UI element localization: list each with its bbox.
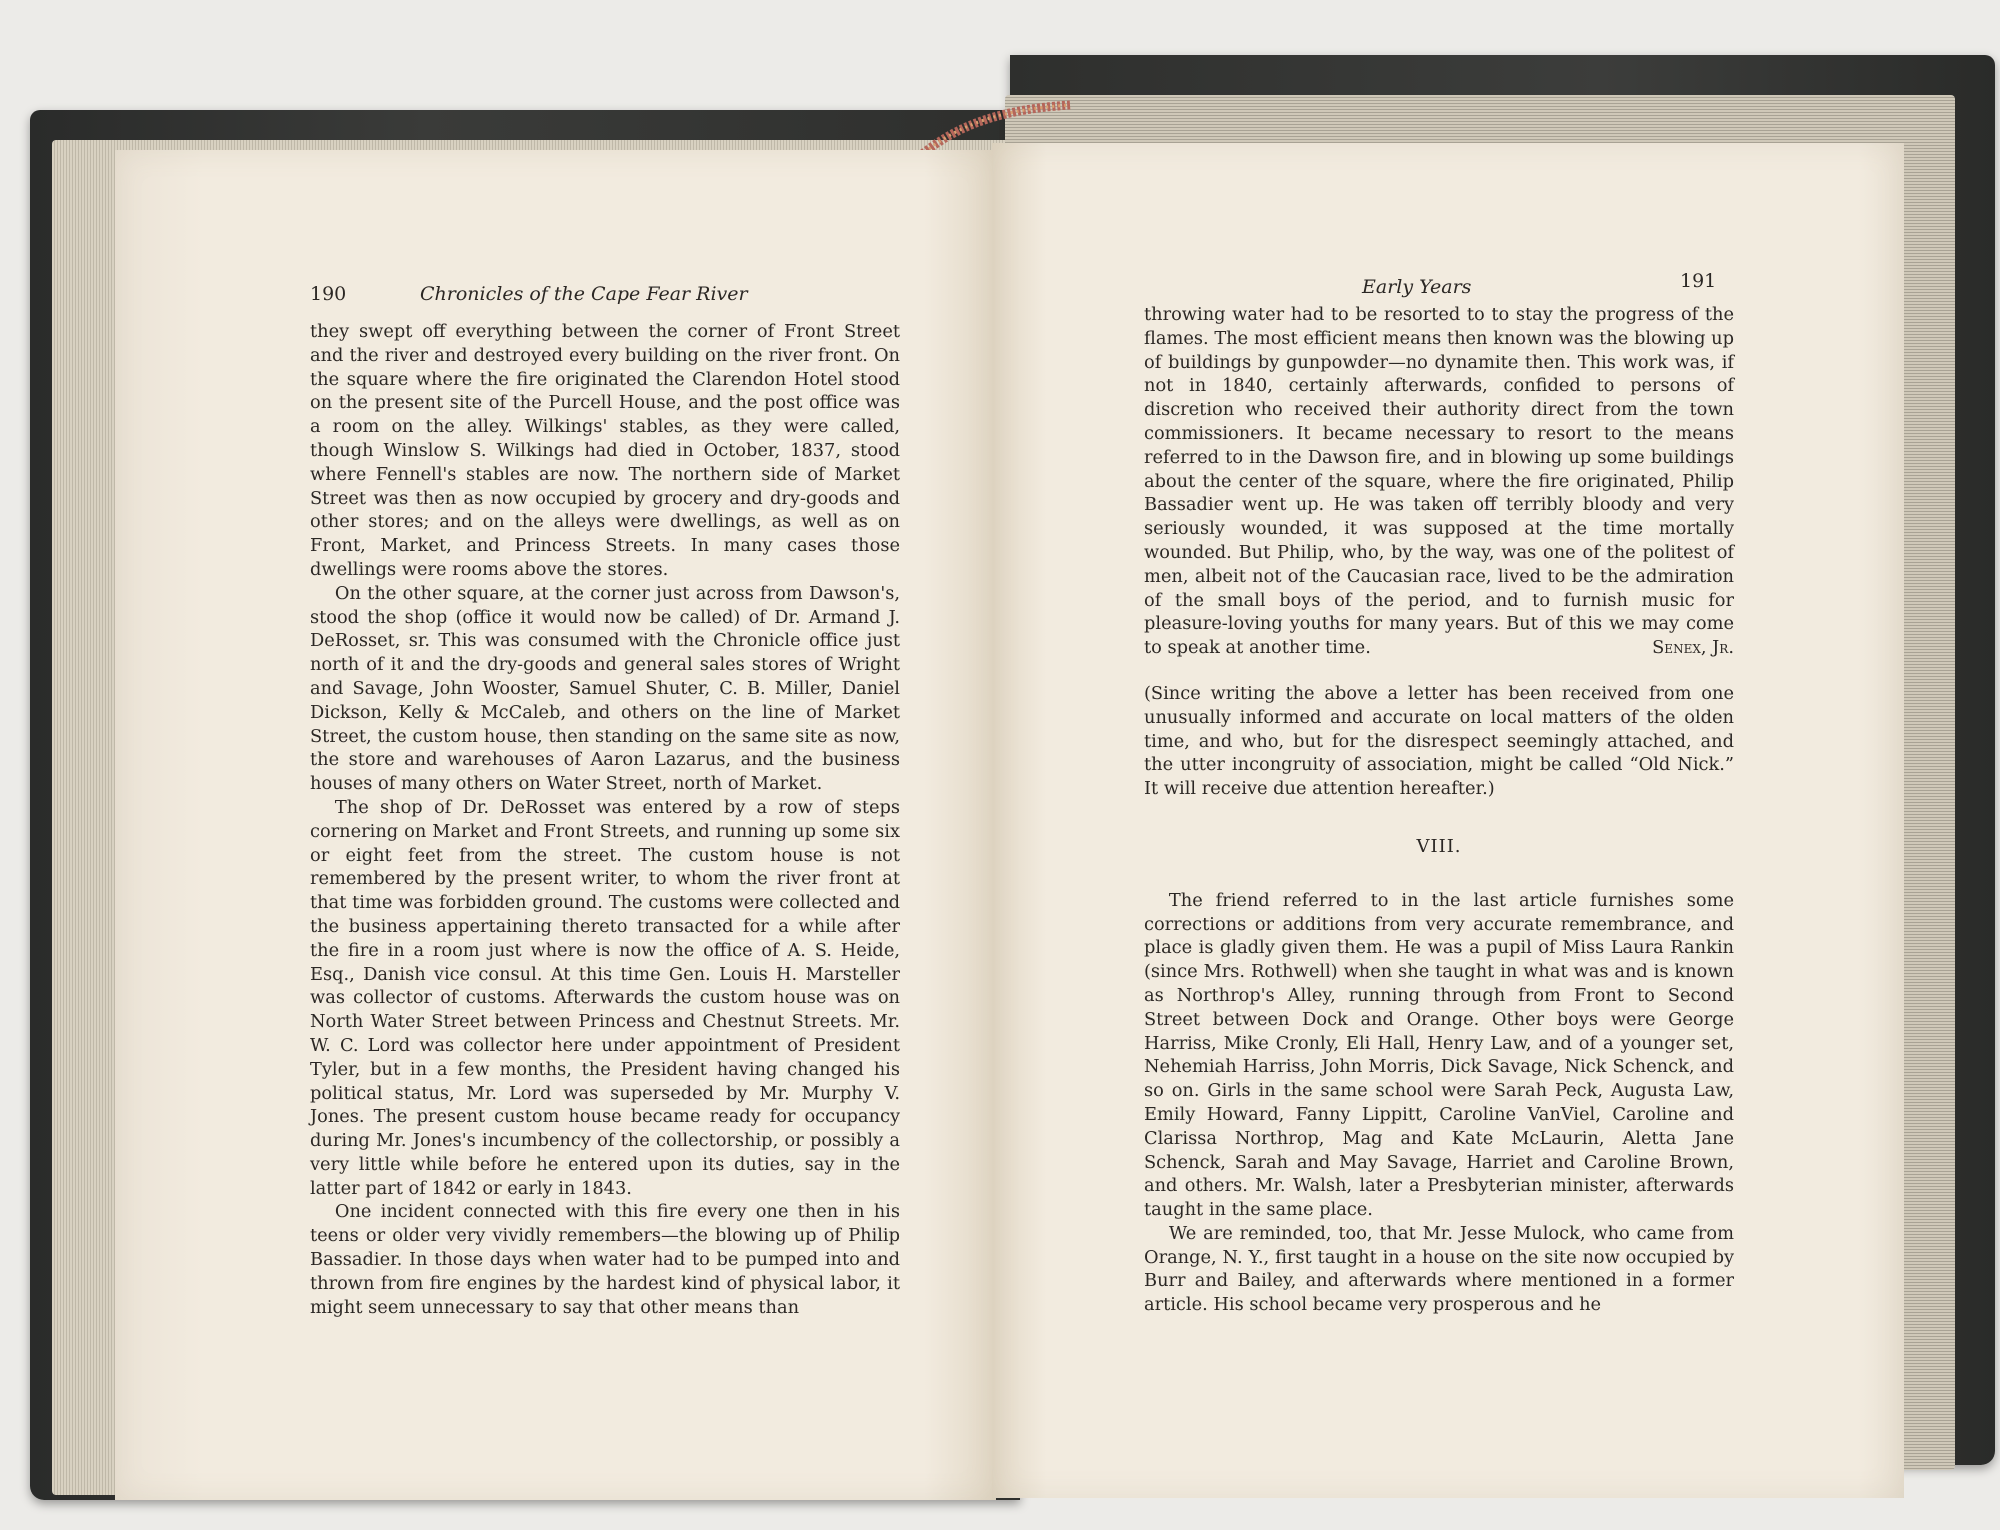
running-head: Early Years [1362,276,1472,298]
signature: Senex, Jr. [1652,637,1734,659]
right-page-body [1144,303,1734,1317]
left-page-body [310,320,900,1319]
right-page [992,143,1904,1498]
paragraph: On the other square, at the corner just across from Dawson's, stood the shop (office it would now be called) of Dr. Armand J. DeRosset, sr. This was consumed with the Chronicle office just north of it and the dry-goods and general sales stores of Wright and Savage, John Wooster, Samuel Shuter, C. B. Miller, Daniel Dickson, Kelly & McCaleb, and others on the line of Market Street, the custom house, then standing on the same site as now, the store and warehouses of Aaron Lazarus, and the business houses of many others on Water Street, north of Market. [310,582,900,795]
page-number: 190 [310,283,347,305]
editorial-note: (Since writing the above a letter has been received from one unusually informed and accurate on local matters of the olden time, and who, but for the disrespect seemingly attached, and the utter incongruity of association, might be called “Old Nick.” It will receive due attention hereafter.) [1144,682,1734,800]
section-heading: VIII. [1416,835,1462,857]
paragraph: throwing water had to be resorted to to stay the progress of the flames. The most efficient means then known was the blowing up of buildings by gunpowder—no dynamite then. This work was, if not in 1840, certainly afterwards, confided to persons of discretion who received their authority direct from the town commissioners. It became necessary to resort to the means referred to in the Dawson fire, and in blowing up some buildings about the center of the square, where the fire originated, Philip Bassadier went up. He was taken off terribly bloody and very seriously wounded, it was supposed at the time mortally wounded. But Philip, who, by the way, was one of the politest of men, albeit not of the Caucasian race, lived to be the admiration of the small boys of the period, and to furnish music for pleasure-loving youths for many years. But of this we may come to speak at another time. [1144,304,1734,659]
page-number: 191 [1680,270,1717,292]
paragraph: One incident connected with this fire every one then in his teens or older very vividly remembers—the blowing up of Philip Bassadier. In those days when water had to be pumped into and thrown from fire engines by the hardest kind of physical labor, it might seem unnecessary to say that other means than [310,1201,900,1318]
paragraph: The friend referred to in the last article furnishes some corrections or additions from very accurate remembrance, and place is gladly given them. He was a pupil of Miss Laura Rankin (since Mrs. Rothwell) when she taught in what was and is known as Northrop's Alley, running through from Front to Second Street between Dock and Orange. Other boys were George Harriss, Mike Cronly, Eli Hall, Henry Law, and of a younger set, Nehemiah Harriss, John Morris, Dick Savage, Nick Schenck, and so on. Girls in the same school were Sarah Peck, Augusta Law, Emily Howard, Fanny Lippitt, Caroline VanViel, Caroline and Clarissa Northrop, Mag and Kate McLaurin, Aletta Jane Schenck, Sarah and May Savage, Harriet and Caroline Brown, and others. Mr. Walsh, later a Presbyterian minister, afterwards taught in the same place. [1144,889,1734,1221]
left-page [115,150,996,1500]
paragraph: they swept off everything between the corner of Front Street and the river and destroyed every building on the river front. On the square where the fire originated the Clarendon Hotel stood on the present site of the Purcell House, and the post office was a room on the alley. Wilkings' stables, as they were called, though Winslow S. Wilkings had died in October, 1837, stood where Fennell's stables are now. The northern side of Market Street was then as now occupied by grocery and dry-goods and other stores; and on the alleys were dwellings, as well as on Front, Market, and Princess Streets. In many cases those dwellings were rooms above the stores. [310,321,900,580]
paragraph: The shop of Dr. DeRosset was entered by a row of steps cornering on Market and Front Streets, and running up some six or eight feet from the street. The custom house is not remembered by the present writer, to whom the river front at that time was forbidden ground. The customs were collected and the business appertaining thereto transacted for a while after the fire in a room just where is now the office of A. S. Heide, Esq., Danish vice consul. At this time Gen. Louis H. Marsteller was collector of customs. Afterwards the custom house was on North Water Street between Princess and Chestnut Streets. Mr. W. C. Lord was collector here under appointment of President Tyler, but in a few months, the President having changed his political status, Mr. Lord was superseded by Mr. Murphy V. Jones. The present custom house became ready for occupancy during Mr. Jones's incumbency of the collectorship, or possibly a very little while before he entered upon its duties, say in the latter part of 1842 or early in 1843. [310,796,900,1199]
running-head: Chronicles of the Cape Fear River [420,283,748,305]
paragraph: We are reminded, too, that Mr. Jesse Mulock, who came from Orange, N. Y., first taught in a house on the site now occupied by Burr and Bailey, and afterwards where mentioned in a former article. His school became very prosperous and he [1144,1222,1734,1316]
open-book [30,55,1975,1500]
